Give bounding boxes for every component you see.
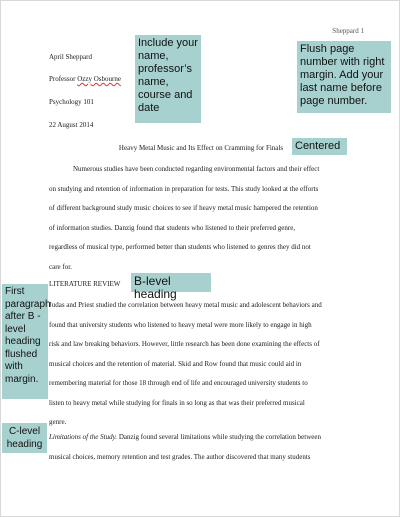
c-level-line	[49, 433, 321, 441]
professor-name: Ozzy Osbourne	[77, 75, 121, 83]
c-level-heading: Limitations of the Study.	[49, 433, 118, 441]
callout-b-level-note: B-level heading	[131, 273, 211, 292]
text-line: Judas and Priest studied the correlation between heavy metal music and adolescent behaviors and	[49, 301, 322, 309]
text-line: musical choices and the retention of material. Skid and Row found that music could aid in	[49, 359, 302, 368]
text-line: genre.	[49, 418, 67, 426]
callout-c-level-note: C-level heading	[2, 423, 47, 453]
text-line: listen to heavy metal while studying for finals in so long as that was their preferred musical	[49, 398, 305, 407]
callout-heading-note: Include your name, professor’s name, course and date	[135, 35, 201, 123]
professor-line	[49, 76, 121, 83]
paper-title: Heavy Metal Music and Its Effect on Cramming for Finals	[118, 144, 284, 152]
text-line: regardless of musical type, performed better than students who listened to genres they did not	[49, 243, 311, 252]
course-name: Psychology 101	[49, 98, 94, 106]
text-line: on studying and retention of information in preparation for tests. This study looked at the efforts	[49, 184, 319, 193]
text-line: found that university students who listened to heavy metal were more likely to engage in high	[49, 320, 312, 329]
running-head: Sheppard 1	[332, 27, 364, 35]
callout-first-paragraph-note: First paragraph after B -level heading flushed with margin.	[2, 284, 48, 399]
paper-date: 22 August 2014	[49, 121, 94, 129]
student-name: April Sheppard	[49, 53, 92, 61]
text-line: musical choices, memory retention and test grades. The author discovered that many students	[49, 453, 311, 461]
text-line: remembering material for those 18 through end of life and encouraged university students to	[49, 379, 308, 387]
callout-centered-note: Centered	[292, 138, 347, 155]
text-line: risk and law breaking behaviors. However, little research has been done examining the effects of	[49, 340, 320, 348]
text-line: of different background study music choices to see if heavy metal music hampered the retention	[49, 204, 318, 213]
text-line: of information studies. Danzig found that students who listened to their preferred genre,	[49, 223, 296, 232]
professor-prefix: Professor	[49, 75, 78, 83]
c-level-first-line-rest: Danzig found several limitations while studying the correlation between	[117, 433, 321, 441]
literature-review-heading: LITERATURE REVIEW	[49, 280, 121, 288]
callout-page-number-note: Flush page number with right margin. Add your last name before page number.	[297, 41, 391, 113]
text-line: Numerous studies have been conducted regarding environmental factors and their effect	[73, 165, 320, 173]
text-line: care for.	[49, 263, 72, 271]
